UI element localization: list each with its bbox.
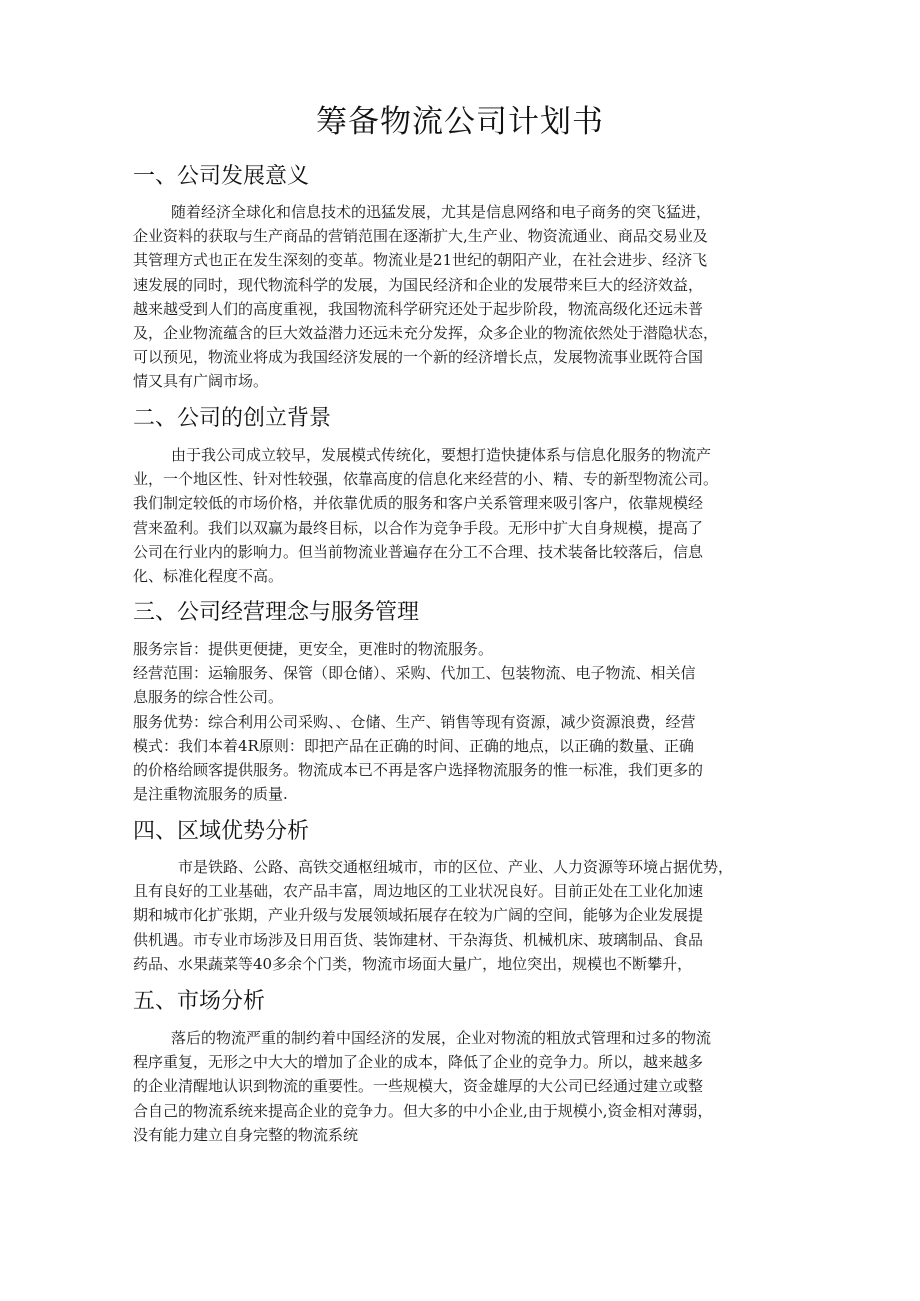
section-body-1: [133, 200, 791, 394]
text-line: 其管理方式也正在发生深刻的变革。物流业是21世纪的朝阳产业，在社会进步、经济飞: [133, 251, 708, 270]
text-line: 是注重物流服务的质量.: [133, 785, 288, 804]
section-body-2: [133, 443, 791, 588]
section-heading-4: 四、区域优势分析: [133, 819, 310, 844]
text-line: 业，一个地区性、针对性较强，依靠高度的信息化来经营的小、精、专的新型物流公司。: [133, 470, 719, 489]
section-heading-5: 五、市场分析: [133, 989, 266, 1014]
text-line: 且有良好的工业基础，农产品丰富，周边地区的工业状况良好。目前正处在工业化加速: [133, 882, 704, 901]
document-title: 筹备物流公司计划书: [316, 104, 604, 140]
text-line: 情又具有广阔市场。: [133, 372, 269, 391]
section-heading-2: 二、公司的创立背景: [133, 406, 332, 431]
text-line: 化、标准化程度不高。: [133, 567, 284, 586]
text-line: 没有能力建立自身完整的物流系统: [133, 1125, 359, 1144]
text-line: 可以预见，物流业将成为我国经济发展的一个新的经济增长点，发展物流事业既符合国: [133, 348, 704, 367]
text-line: 的价格给顾客提供服务。物流成本已不再是客户选择物流服务的惟一标准，我们更多的: [133, 761, 704, 780]
text-line: 随着经济全球化和信息技术的迅猛发展，尤其是信息网络和电子商务的突飞猛进，: [171, 203, 712, 221]
text-line: 息服务的综合性公司。: [133, 688, 284, 707]
text-line: 服务宗旨：提供更便捷，更安全，更准时的物流服务。: [133, 640, 494, 658]
text-line: 速发展的同时，现代物流科学的发展，为国民经济和企业的发展带来巨大的经济效益，: [133, 275, 704, 294]
text-line: 服务优势：综合利用公司采购、、仓储、生产、销售等现有资源，减少资源浪费，经营: [133, 712, 696, 731]
text-line: 供机遇。市专业市场涉及日用百货、装饰建材、干杂海货、机械机床、玻璃制品、食品: [133, 930, 704, 949]
text-line: 企业资料的获取与生产商品的营销范围在逐渐扩大,生产业、物资流通业、商品交易业及: [133, 227, 708, 246]
text-line: 期和城市化扩张期，产业升级与发展领域拓展存在较为广阔的空间，能够为企业发展提: [133, 906, 704, 925]
section-body-5: [133, 1026, 791, 1147]
text-line: 药品、水果蔬菜等40多余个门类，物流市场面大量广，地位突出，规模也不断攀升，: [133, 954, 693, 973]
section-heading-3: 三、公司经营理念与服务管理: [133, 600, 420, 625]
text-line: 我们制定较低的市场价格，并依靠优质的服务和客户关系管理来吸引客户，依靠规模经: [133, 494, 704, 513]
section-heading-1: 一、公司发展意义: [133, 164, 310, 189]
text-line: 模式：我们本着4R原则：即把产品在正确的时间、正确的地点，以正确的数量、正确: [133, 736, 694, 755]
text-line: 的企业清醒地认识到物流的重要性。一些规模大，资金雄厚的大公司已经通过建立或整: [133, 1077, 704, 1096]
section-body-4: [133, 855, 791, 976]
text-line: 合自己的物流系统来提高企业的竞争力。但大多的中小企业,由于规模小,资金相对薄弱，: [133, 1101, 713, 1120]
text-line: 经营范围：运输服务、保管（即仓储）、采购、代加工、包装物流、电子物流、相关信: [133, 664, 696, 683]
text-line: 市是铁路、公路、高铁交通枢纽城市，市的区位、产业、人力资源等环境占据优势，: [178, 858, 734, 876]
text-line: 由于我公司成立较早，发展模式传统化，要想打造快捷体系与信息化服务的物流产: [171, 446, 712, 464]
text-line: 落后的物流严重的制约着中国经济的发展，企业对物流的粗放式管理和过多的物流: [171, 1029, 712, 1047]
text-line: 越来越受到人们的高度重视，我国物流科学研究还处于起步阶段，物流高级化还远未普: [133, 299, 704, 318]
text-line: 营来盈利。我们以双赢为最终目标，以合作为竞争手段。无形中扩大自身规模，提高了: [133, 518, 704, 537]
text-line: 程序重复，无形之中大大的增加了企业的成本，降低了企业的竞争力。所以，越来越多: [133, 1053, 704, 1072]
text-line: 及，企业物流蕴含的巨大效益潜力还远未充分发挥，众多企业的物流依然处于潜隐状态，: [133, 324, 719, 343]
text-line: 公司在行业内的影响力。但当前物流业普遍存在分工不合理、技术装备比较落后，信息: [133, 542, 704, 561]
section-body-3: [133, 637, 791, 806]
